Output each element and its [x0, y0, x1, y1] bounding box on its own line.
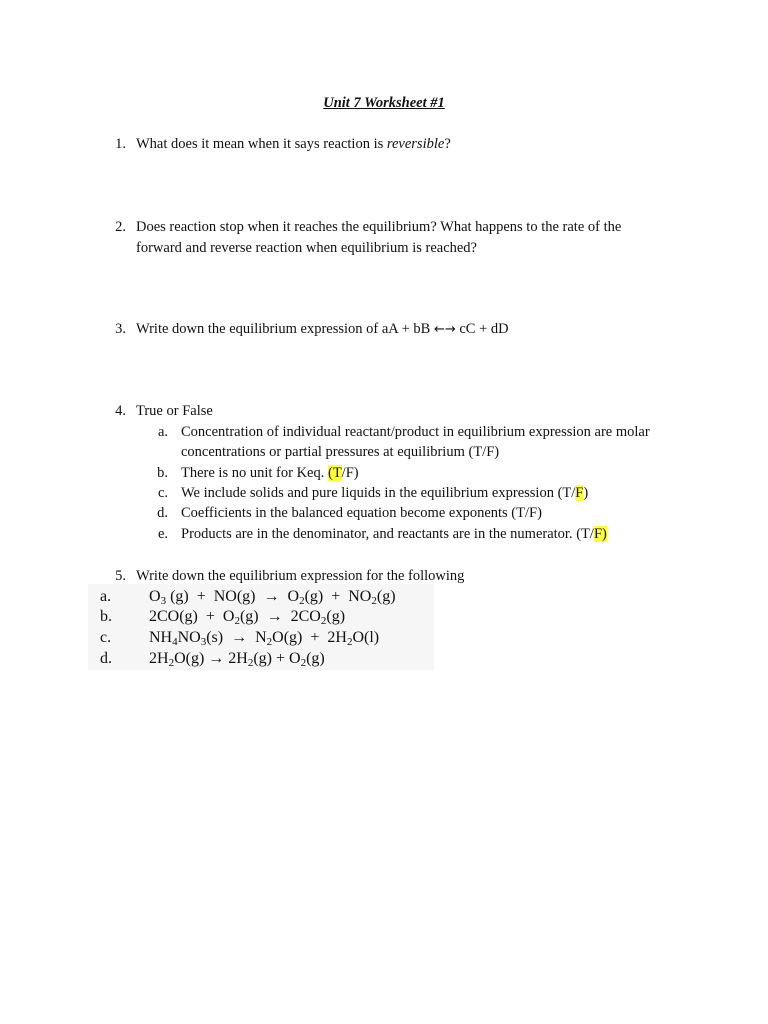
highlighted-answer: F — [575, 485, 584, 501]
q4-item-e-text: Products are in the denominator, and reactants are in the numerator. (T/F) — [181, 526, 607, 542]
equation-b-letter: b. — [100, 608, 112, 625]
equation-a: $O_3$ $(g) + NO(g) \to O_2(g) + NO_2(g)$ — [149, 588, 396, 607]
equation-d: $2H_2O(g) \to 2H_2(g) + O_2(g)$ — [149, 650, 325, 669]
question-3-text: Write down the equilibrium expression of aA + bB ←→ cC + dD — [136, 321, 509, 337]
equation-c-letter: c. — [100, 629, 112, 646]
q4-item-a-line-1: Concentration of individual reactant/product in equilibrium expression are molar — [181, 424, 650, 440]
question-4-number: 4. — [115, 403, 126, 419]
equation-b: $2CO(g) + O_2(g) \to 2CO_2(g)$ — [149, 608, 346, 627]
question-2-line-1: Does reaction stop when it reaches the equilibrium? What happens to the rate of the — [136, 219, 622, 235]
q4-item-a-letter: a. — [157, 424, 168, 440]
question-5-number: 5. — [115, 568, 126, 584]
equation-d-letter: d. — [100, 650, 112, 667]
question-1-text: What does it mean when it says reaction is reversible? — [136, 136, 451, 152]
q4-item-c-letter: c. — [157, 485, 168, 501]
question-2-line-2: forward and reverse reaction when equilibrium is reached? — [136, 240, 477, 256]
question-4-text: True or False — [136, 403, 213, 419]
q4-item-c-text: We include solids and pure liquids in the equilibrium expression (T/F) — [181, 485, 589, 501]
equation-c: $NH_4NO_3(s) \to N_2O(g) + 2H_2O(l)$ — [149, 629, 380, 648]
worksheet-title: Unit 7 Worksheet #1 — [323, 95, 445, 111]
q4-item-d-text: Coefficients in the balanced equation become exponents (T/F) — [181, 505, 542, 521]
double-arrow-icon: ←→ — [433, 322, 456, 337]
highlighted-answer: F) — [593, 526, 607, 542]
question-3-number: 3. — [115, 321, 126, 337]
q4-item-e-letter: e. — [157, 526, 168, 542]
q4-item-b-text: There is no unit for Keq. (T/F) — [181, 465, 359, 481]
equation-a-letter: a. — [100, 588, 112, 605]
question-1-number: 1. — [115, 136, 126, 152]
q4-item-d-letter: d. — [157, 505, 168, 521]
highlighted-answer: (T — [327, 465, 342, 481]
equation-image — [88, 584, 434, 670]
question-2-number: 2. — [115, 219, 126, 235]
question-5-text: Write down the equilibrium expression for the following — [136, 568, 465, 584]
q4-item-b-letter: b. — [157, 465, 168, 481]
q4-item-a-line-2: concentrations or partial pressures at equilibrium (T/F) — [181, 444, 500, 460]
